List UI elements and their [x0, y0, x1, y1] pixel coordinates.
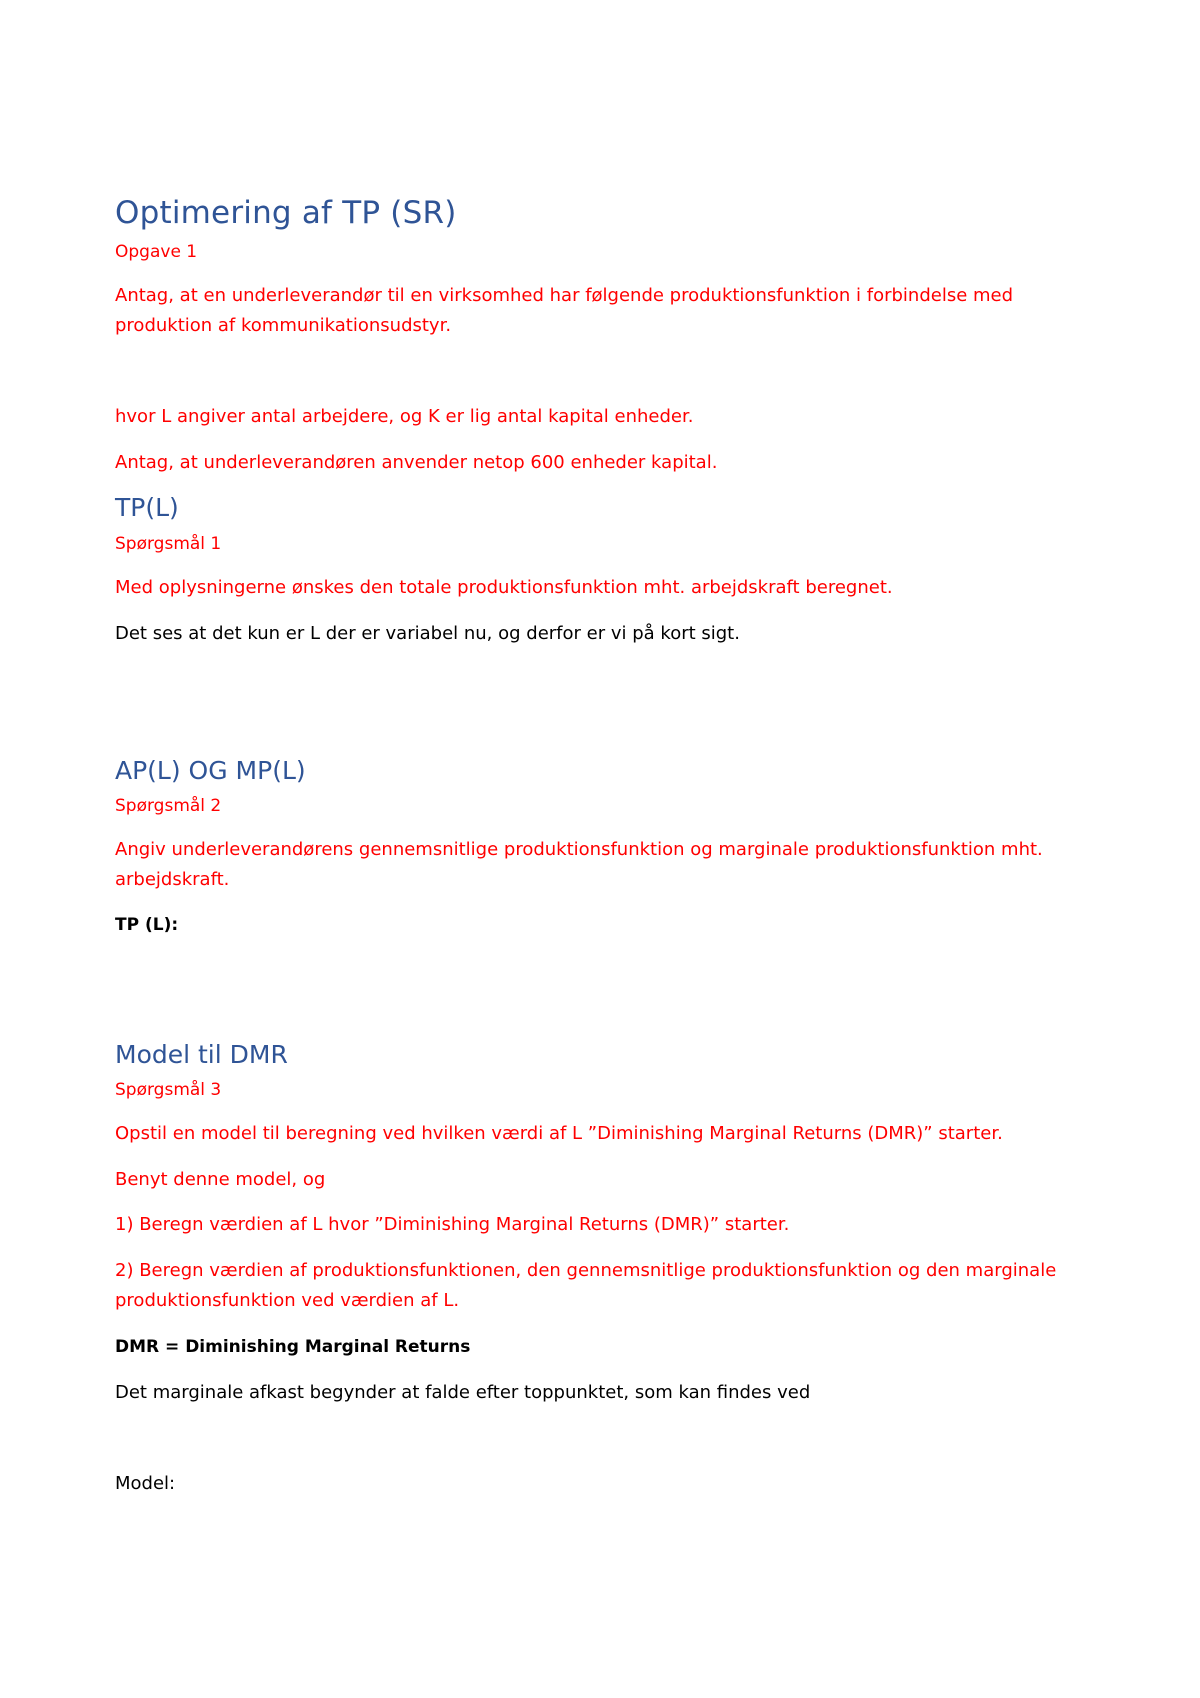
section2-question-line-2: arbejdskraft. — [115, 869, 230, 890]
section3-instruction: Benyt denne model, og — [115, 1169, 326, 1190]
section1-answer: Det ses at det kun er L der er variabel nu, og derfor er vi på kort sigt. — [115, 623, 740, 644]
section1-heading: TP(L) — [115, 493, 179, 522]
section3-answer: Det marginale afkast begynder at falde efter toppunktet, som kan findes ved — [115, 1382, 811, 1403]
model-label: Model: — [115, 1473, 176, 1494]
tp-label: TP (L): — [115, 915, 179, 935]
section3-question-label: Spørgsmål 3 — [115, 1080, 222, 1100]
section2-question-label: Spørgsmål 2 — [115, 796, 222, 816]
section2-question — [115, 835, 1075, 895]
intro-variables: hvor L angiver antal arbejdere, og K er lig antal kapital enheder. — [115, 406, 694, 427]
section3-heading: Model til DMR — [115, 1040, 288, 1069]
section3-question: Opstil en model til beregning ved hvilken værdi af L ”Diminishing Marginal Returns (DMR)” starter. — [115, 1123, 1003, 1144]
document-title: Optimering af TP (SR) — [115, 195, 457, 231]
section1-question: Med oplysningerne ønskes den totale produktionsfunktion mht. arbejdskraft beregnet. — [115, 577, 893, 598]
section2-question-line-1: Angiv underleverandørens gennemsnitlige produktionsfunktion og marginale produktionsfunktion mht. — [115, 839, 1043, 860]
section2-heading: AP(L) OG MP(L) — [115, 756, 306, 785]
section3-step-2 — [115, 1256, 1075, 1316]
section3-step-2-line-1: 2) Beregn værdien af produktionsfunktionen, den gennemsnitlige produktionsfunktion og den marginale — [115, 1260, 1057, 1281]
section1-question-label: Spørgsmål 1 — [115, 534, 222, 554]
section3-step-2-line-2: produktionsfunktion ved værdien af L. — [115, 1290, 460, 1311]
dmr-definition: DMR = Diminishing Marginal Returns — [115, 1337, 471, 1357]
section3-step-1: 1) Beregn værdien af L hvor ”Diminishing Marginal Returns (DMR)” starter. — [115, 1214, 790, 1235]
opgave-label: Opgave 1 — [115, 242, 198, 262]
intro-line-2: produktion af kommunikationsudstyr. — [115, 315, 452, 336]
intro-capital: Antag, at underleverandøren anvender netop 600 enheder kapital. — [115, 452, 718, 473]
intro-line-1: Antag, at en underleverandør til en virksomhed har følgende produktionsfunktion i forbindelse med — [115, 285, 1014, 306]
intro-paragraph — [115, 281, 1075, 341]
